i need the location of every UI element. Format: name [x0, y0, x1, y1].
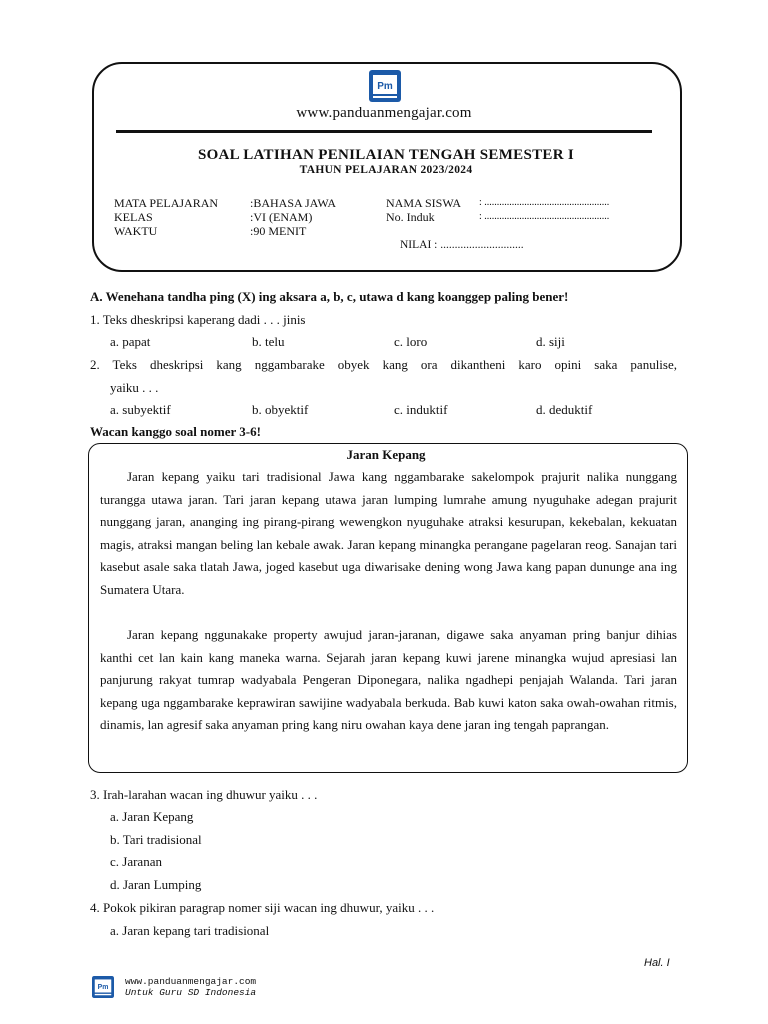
reading-intro: Wacan kanggo soal nomer 3-6! [90, 424, 261, 439]
kelas-value: :VI (ENAM) [250, 210, 313, 224]
page-number: Hal. I [644, 957, 670, 969]
question-2-cont: yaiku . . . [110, 380, 159, 395]
q2-option-b: b. obyektif [252, 402, 309, 417]
question-3: 3. Irah-larahan wacan ing dhuwur yaiku . . . [90, 787, 318, 802]
q2-option-c: c. induktif [394, 402, 448, 417]
svg-text:Pm: Pm [97, 984, 109, 992]
question-4: 4. Pokok pikiran paragrap nomer siji wacan ing dhuwur, yaiku . . . [90, 900, 435, 915]
induk-value: : .................................................. [479, 211, 610, 222]
q4-option-a: a. Jaran kepang tari tradisional [110, 923, 270, 938]
q2-option-a: a. subyektif [110, 402, 171, 417]
reading-title: Jaran Kepang [346, 447, 426, 462]
reading-paragraph-2: Jaran kepang nggunakake property awujud jaran-jaranan, digawe saka anyaman pring banjur dihias kanthi cet lan kain kang maneka warna. Sejarah jaran kepang kuwi jarene minangka wujud apresiasi lan panjurung rakyat tumrap wadyabala Pengeran Diponegara, nalika ngadhepi penjajah Walanda. Tari jaran kepang uga nggambarake keprawiran sawijine wadyabala berkuda. Bab kuwi katon saka owah-owahan ritmis, dinamis, lan agresif saka anyaman pring kang niru owahan kaya dene jaran ing tengah paprangan. [100, 627, 677, 732]
panduan-mengajar-logo-icon [369, 70, 401, 102]
q1-option-c: c. loro [394, 334, 428, 349]
q3-option-b: b. Tari tradisional [110, 832, 202, 847]
kelas-label: KELAS [114, 210, 153, 224]
waktu-label: WAKTU [114, 224, 158, 238]
waktu-value: :90 MENIT [250, 224, 307, 238]
q3-option-c: c. Jaranan [110, 854, 162, 869]
svg-text:Pm: Pm [377, 81, 393, 92]
mapel-value: :BAHASA JAWA [250, 196, 337, 210]
reading-paragraph-1: Jaran kepang yaiku tari tradisional Jawa kang nggambarake sakelompok prajurit nalika nunggang turangga utawa jaran. Tari jaran kepang utawa jaran lumping lumrahe amung nyuguhake adegan prajurit nunggang jaran, ananging ing pirang-pirang wewengkon nyuguhake atraksi kesurupan, kekebalan, kekuatan magis, atraksi mangan beling lan kebale awak. Jaran kepang minangka perangane pagelaran reog. Sanajan tari kasebut asale saka tlatah Jawa, joged kasebut uga diwarisake dening wong Jawa kang papan dununge ana ing Sumatera Utara. [100, 469, 677, 597]
nilai-field: NILAI : ............................. [400, 239, 524, 251]
question-1: 1. Teks dheskripsi kaperang dadi . . . jinis [90, 312, 306, 327]
footer-logo-icon [92, 976, 114, 998]
q1-option-d: d. siji [536, 334, 565, 349]
q3-option-d: d. Jaran Lumping [110, 877, 202, 892]
nama-label: NAMA SISWA [386, 196, 462, 210]
induk-label: No. Induk [386, 210, 435, 224]
q3-option-a: a. Jaran Kepang [110, 809, 194, 824]
footer-website: www.panduanmengajar.com [125, 976, 257, 987]
question-2: 2. Teks dheskripsi kang nggambarake obyek kang ora dikantheni karo opini saka panulise, [90, 357, 677, 372]
exam-title: SOAL LATIHAN PENILAIAN TENGAH SEMESTER I [197, 147, 575, 163]
nama-value: : .................................................. [479, 197, 610, 208]
q1-option-b: b. telu [252, 334, 285, 349]
q1-option-a: a. papat [110, 334, 151, 349]
mapel-label: MATA PELAJARAN [114, 196, 219, 210]
header-rule [116, 130, 652, 133]
exam-year: TAHUN PELAJARAN 2023/2024 [299, 164, 473, 176]
section-a-instruction: A. Wenehana tandha ping (X) ing aksara a, b, c, utawa d kang koanggep paling bener! [90, 289, 569, 304]
header-website: www.panduanmengajar.com [296, 105, 472, 121]
footer-tagline: Untuk Guru SD Indonesia [125, 987, 257, 998]
q2-option-d: d. deduktif [536, 402, 593, 417]
